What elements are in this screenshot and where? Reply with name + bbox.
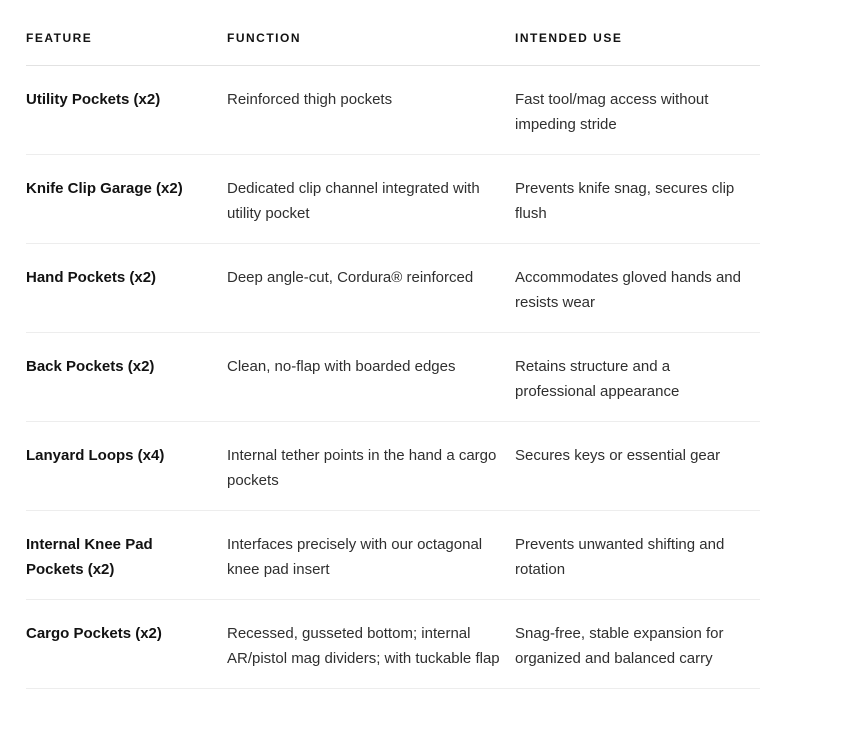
table-body	[26, 66, 760, 689]
function-cell: Reinforced thigh pockets	[227, 91, 393, 108]
feature-spec-table	[15, 0, 760, 689]
table-row	[26, 155, 760, 244]
intended-use-cell: Fast tool/mag access without impeding stride	[515, 91, 709, 133]
intended-use-cell: Prevents unwanted shifting and rotation	[515, 536, 725, 578]
feature-cell: Cargo Pockets (x2)	[26, 625, 162, 642]
table-row	[26, 333, 760, 422]
function-cell: Dedicated clip channel integrated with utility pocket	[227, 180, 480, 222]
intended-use-cell: Retains structure and a professional appearance	[515, 358, 680, 400]
feature-cell: Back Pockets (x2)	[26, 358, 155, 375]
intended-use-cell: Secures keys or essential gear	[515, 447, 721, 464]
feature-cell: Internal Knee Pad Pockets (x2)	[26, 536, 153, 578]
table-header-row	[26, 0, 760, 66]
function-cell: Clean, no-flap with boarded edges	[227, 358, 456, 375]
intended-use-cell: Accommodates gloved hands and resists wear	[515, 269, 741, 311]
feature-cell: Hand Pockets (x2)	[26, 269, 157, 286]
feature-cell: Utility Pockets (x2)	[26, 91, 161, 108]
table-row	[26, 244, 760, 333]
feature-cell: Lanyard Loops (x4)	[26, 447, 165, 464]
table-row	[26, 600, 760, 689]
intended-use-cell: Snag-free, stable expansion for organized and balanced carry	[515, 625, 724, 667]
column-header-function: FUNCTION	[227, 31, 301, 45]
feature-cell: Knife Clip Garage (x2)	[26, 180, 183, 197]
table-row	[26, 66, 760, 155]
column-header-feature: FEATURE	[26, 31, 93, 45]
function-cell: Interfaces precisely with our octagonal knee pad insert	[227, 536, 483, 578]
function-cell: Internal tether points in the hand a cargo pockets	[227, 447, 497, 489]
table-row	[26, 422, 760, 511]
column-header-intended-use: INTENDED USE	[515, 31, 623, 45]
function-cell: Recessed, gusseted bottom; internal AR/pistol mag dividers; with tuckable flap	[227, 625, 500, 667]
intended-use-cell: Prevents knife snag, secures clip flush	[515, 180, 735, 222]
function-cell: Deep angle-cut, Cordura® reinforced	[227, 269, 474, 286]
table-row	[26, 511, 760, 600]
